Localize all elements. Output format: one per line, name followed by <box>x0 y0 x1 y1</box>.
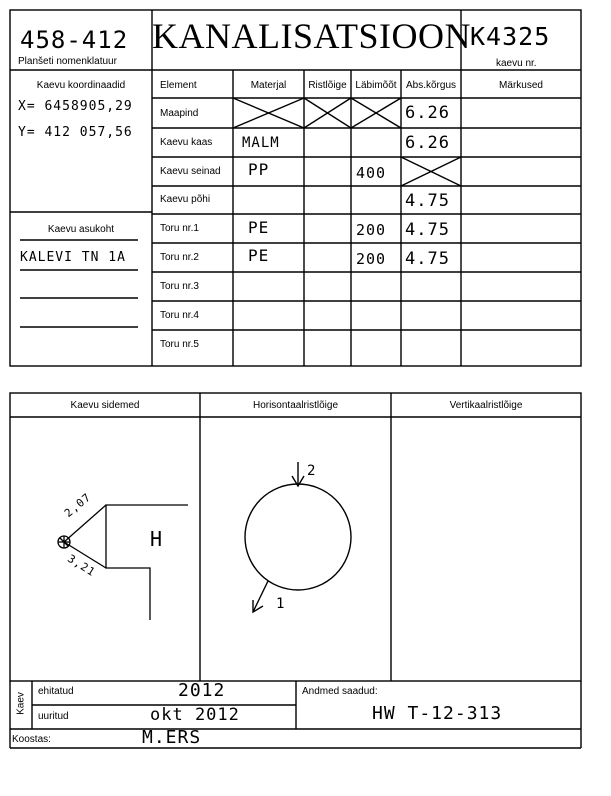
data-source-label: Andmed saadud: <box>302 686 378 697</box>
tie-distance-1: 2,07 <box>62 490 94 520</box>
row-labimoot: 200 <box>356 221 387 239</box>
row-element: Kaevu kaas <box>160 137 213 148</box>
inspected-value: okt 2012 <box>150 705 240 725</box>
location-label: Kaevu asukoht <box>47 224 115 235</box>
sheet-number: 458-412 <box>20 26 129 54</box>
row-element: Kaevu seinad <box>160 166 221 177</box>
pipe-2-label: 2 <box>307 463 317 479</box>
form-title: KANALISATSIOON <box>152 16 471 56</box>
row-abs: 4.75 <box>405 249 450 269</box>
row-abs: 6.26 <box>405 103 450 123</box>
col-markused: Märkused <box>499 80 543 91</box>
row-abs: 4.75 <box>405 220 450 240</box>
row-abs: 4.75 <box>405 191 450 211</box>
row-materjal: PE <box>248 246 270 265</box>
col-labimoot: Läbimõõt <box>355 80 397 91</box>
row-element: Toru nr.4 <box>160 310 199 321</box>
compiled-label: Koostas: <box>12 734 51 745</box>
col-abs-korgus: Abs.kõrgus <box>405 80 457 91</box>
row-element: Toru nr.3 <box>160 281 199 292</box>
row-element: Toru nr.5 <box>160 339 199 350</box>
coordinate-y: Y= 412 057,56 <box>18 125 133 140</box>
sheet-label: Planšeti nomenklatuur <box>18 56 117 67</box>
well-number: K4325 <box>470 22 551 51</box>
row-element: Maapind <box>160 108 199 119</box>
compiled-value: M.ERS <box>142 727 202 748</box>
row-element: Toru nr.2 <box>160 252 199 263</box>
row-labimoot: 400 <box>356 164 387 182</box>
well-number-label: kaevu nr. <box>496 58 537 69</box>
row-element: Toru nr.1 <box>160 223 199 234</box>
built-value: 2012 <box>178 680 226 701</box>
row-materjal: MALM <box>242 135 280 151</box>
building-label: H <box>150 527 164 551</box>
row-element: Kaevu põhi <box>160 194 211 205</box>
coordinate-x: X= 6458905,29 <box>18 99 133 114</box>
horizontal-section-title: Horisontaalristlõige <box>252 400 339 411</box>
row-materjal: PE <box>248 218 270 237</box>
ties-title: Kaevu sidemed <box>70 400 140 411</box>
side-label: Kaev <box>15 692 27 715</box>
coordinates-label: Kaevu koordinaadid <box>36 80 126 91</box>
col-element: Element <box>160 80 197 91</box>
inspected-label: uuritud <box>38 711 69 722</box>
row-labimoot: 200 <box>356 250 387 268</box>
data-source-value: HW T-12-313 <box>372 703 503 724</box>
col-materjal: Materjal <box>250 80 287 91</box>
row-materjal: PP <box>248 160 270 179</box>
col-ristloige: Ristlõige <box>308 80 347 91</box>
built-label: ehitatud <box>38 686 74 697</box>
location-value: KALEVI TN 1A <box>20 250 126 265</box>
horizontal-section <box>245 462 351 612</box>
pipe-1-label: 1 <box>276 596 286 612</box>
row-abs: 6.26 <box>405 133 450 153</box>
vertical-section-title: Vertikaalristlõige <box>449 400 523 411</box>
tie-distance-2: 3,21 <box>65 552 98 580</box>
